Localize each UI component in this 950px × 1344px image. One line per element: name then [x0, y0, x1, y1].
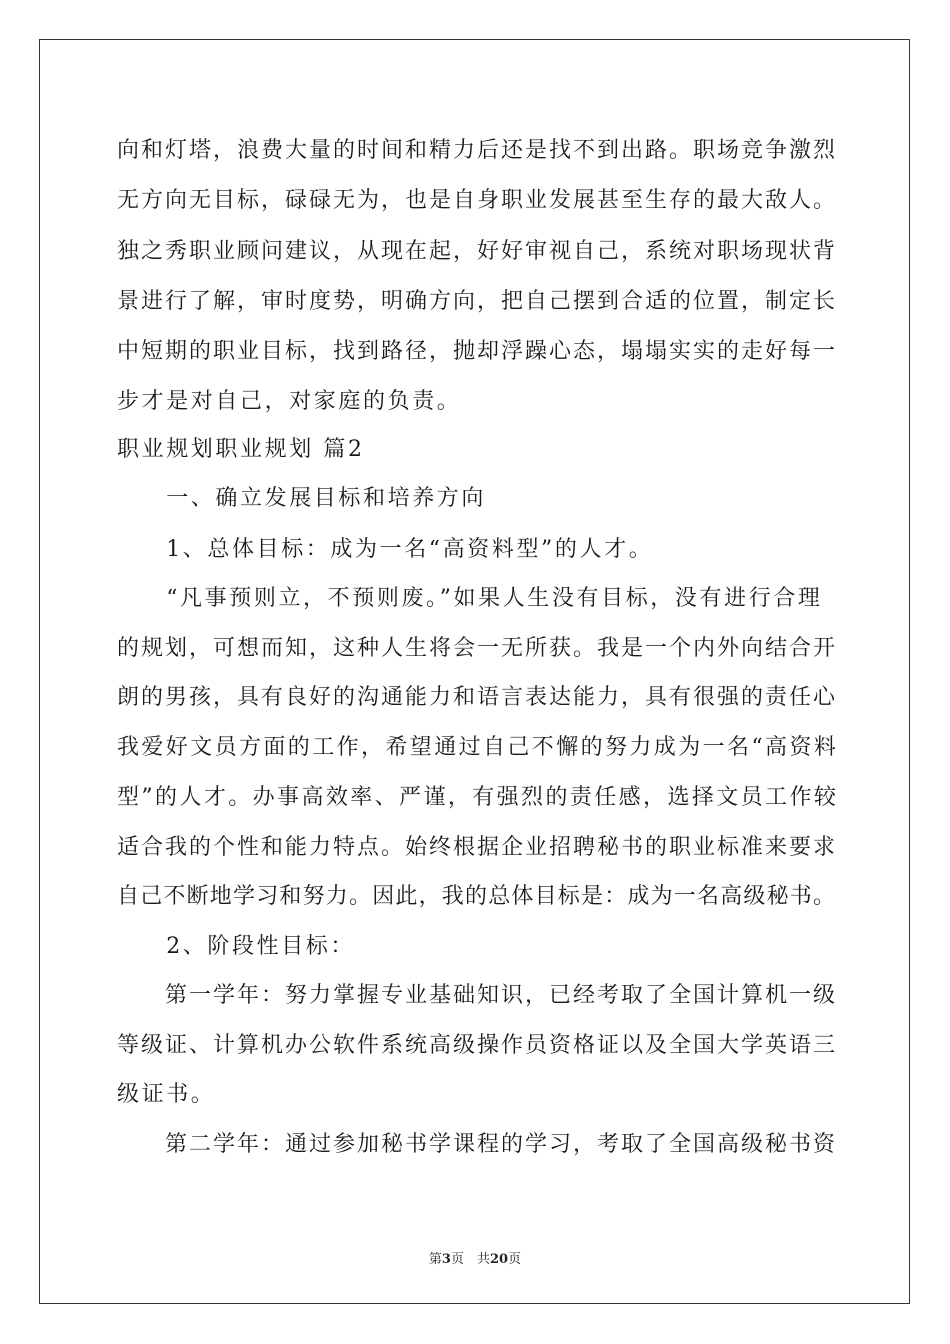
paragraph-line: “凡事预则立，不预则废。”如果人生没有目标，没有进行合理: [117, 586, 823, 611]
page-prefix: 第: [428, 1252, 442, 1267]
page-current: 3: [441, 1252, 451, 1267]
paragraph-line: 朗的男孩，具有良好的沟通能力和语言表达能力，具有很强的责任心: [117, 685, 838, 710]
paragraph-line: 第二学年：通过参加秘书学课程的学习，考取了全国高级秘书资: [117, 1132, 838, 1157]
paragraph-line: 无方向无目标，碌碌无为，也是自身职业发展甚至生存的最大敌人。: [117, 188, 838, 213]
page-border: [39, 39, 910, 1304]
paragraph-line: 中短期的职业目标，找到路径，抛却浮躁心态，塌塌实实的走好每一: [117, 339, 838, 364]
subheading: 一、确立发展目标和培养方向: [117, 486, 487, 511]
paragraph-line: 我爱好文员方面的工作，希望通过自己不懈的努力成为一名“高资料: [117, 735, 839, 760]
page-mid: 页 共: [450, 1252, 490, 1267]
page-footer: [0, 1248, 950, 1267]
page-total: 20: [489, 1252, 509, 1267]
paragraph-line: 独之秀职业顾问建议，从现在起，好好审视自己，系统对职场现状背: [117, 239, 838, 264]
paragraph-line: 等级证、计算机办公软件系统高级操作员资格证以及全国大学英语三: [117, 1033, 838, 1058]
section-heading: 职业规划职业规划 篇2: [117, 437, 365, 462]
paragraph-line: 1、总体目标：成为一名“高资料型”的人才。: [117, 537, 654, 562]
paragraph-line: 级证书。: [117, 1082, 216, 1107]
subheading: 2、阶段性目标：: [117, 934, 355, 959]
paragraph-line: 第一学年：努力掌握专业基础知识，已经考取了全国计算机一级: [117, 983, 838, 1008]
paragraph-line: 适合我的个性和能力特点。始终根据企业招聘秘书的职业标准来要求: [117, 835, 838, 860]
page-suffix: 页: [508, 1252, 522, 1267]
paragraph-line: 向和灯塔，浪费大量的时间和精力后还是找不到出路。职场竞争激烈: [117, 138, 838, 163]
paragraph-line: 景进行了解，审时度势，明确方向，把自己摆到合适的位置，制定长: [117, 289, 838, 314]
paragraph-line: 的规划，可想而知，这种人生将会一无所获。我是一个内外向结合开: [117, 636, 838, 661]
paragraph-line: 步才是对自己，对家庭的负责。: [117, 389, 462, 414]
paragraph-line: 型”的人才。办事高效率、严谨，有强烈的责任感，选择文员工作较: [117, 785, 839, 810]
paragraph-line: 自己不断地学习和努力。因此，我的总体目标是：成为一名高级秘书。: [117, 884, 837, 909]
